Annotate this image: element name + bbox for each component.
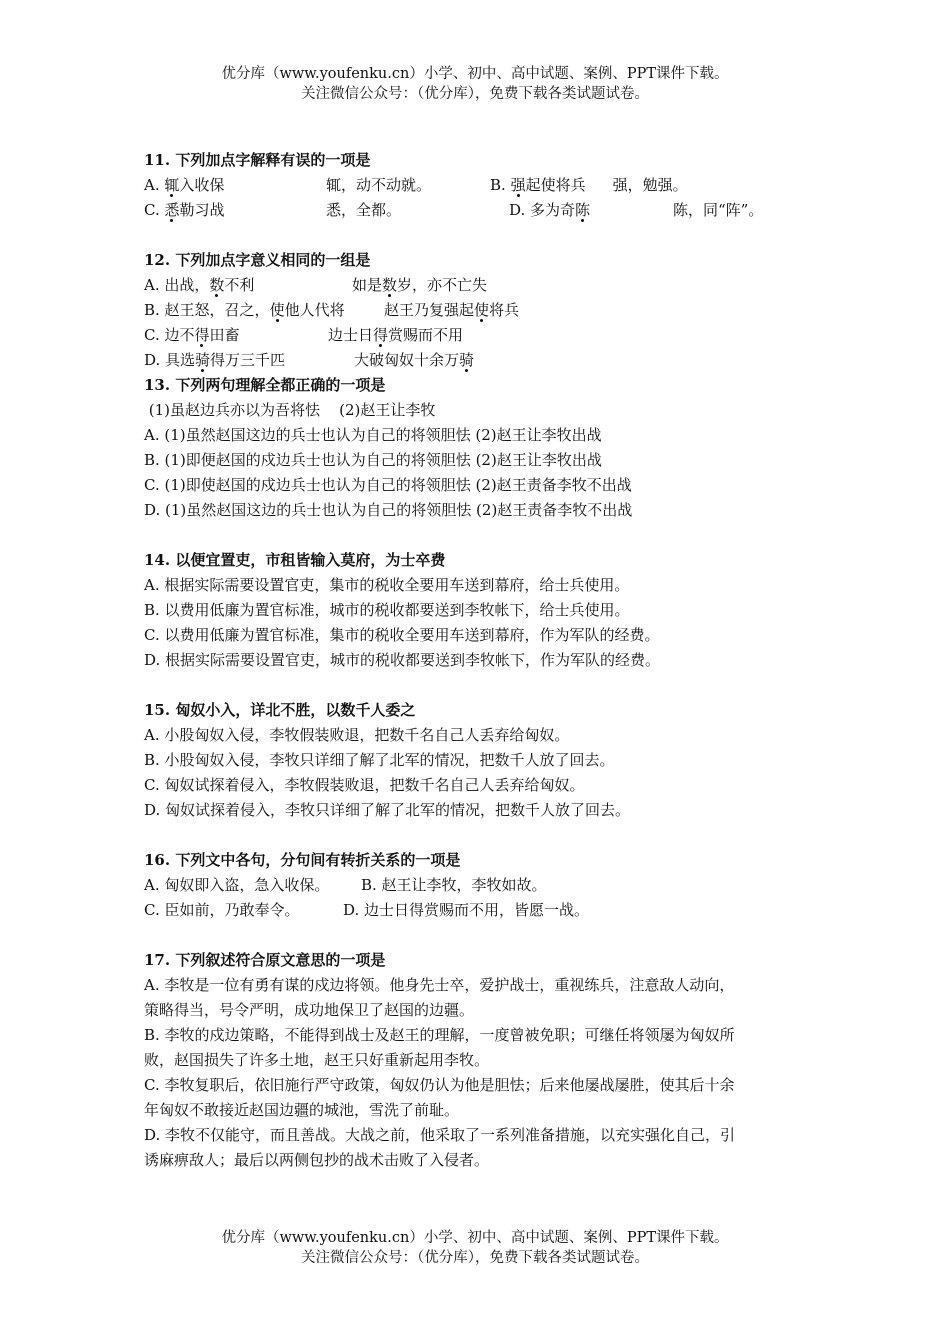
dotted-char: 骑 <box>195 351 211 369</box>
question-17-option-b <box>144 1023 814 1073</box>
question-15-option-c: C. 匈奴试探着侵入，李牧假装败退，把数千名自己人丢弃给匈奴。 <box>144 776 585 794</box>
question-13 <box>144 373 814 523</box>
question-12-option-a: A. 出战，数不利 如是数岁，亦不亡失 <box>144 276 488 294</box>
question-12-option-b: B. 赵王怒，召之，使他人代将 赵王乃复强起使将兵 <box>144 301 520 319</box>
question-12-option-c: C. 边不得田畜 边士日得赏赐而不用 <box>144 326 464 344</box>
question-14 <box>144 548 814 673</box>
question-11-options-ab <box>144 173 814 198</box>
question-15-option-b: B. 小股匈奴入侵，李牧只详细了解了北军的情况，把数千人放了回去。 <box>144 751 615 769</box>
dotted-char: 数 <box>209 276 225 294</box>
question-11 <box>144 148 814 223</box>
question-11-option-d-gloss: 陈，同“阵”。 <box>673 201 764 219</box>
question-16-option-c: C. 臣如前，乃敢奉令。 <box>144 901 300 919</box>
option-line: 败，赵国损失了许多土地，赵王只好重新起用李牧。 <box>144 1051 490 1069</box>
option-line: 诱麻痹敌人；最后以两侧包抄的战术击败了入侵者。 <box>144 1151 490 1169</box>
question-11-option-b-gloss: 强，勉强。 <box>612 176 688 194</box>
question-17-option-d <box>144 1123 814 1173</box>
question-11-options-cd <box>144 198 814 223</box>
dotted-char: 得 <box>373 326 389 344</box>
question-13-title: 13. 下列两句理解全都正确的一项是 <box>144 376 386 394</box>
question-16-options-ab <box>144 873 814 898</box>
question-14-title: 14. 以便宜置吏，市租皆输入莫府，为士卒费 <box>144 551 446 569</box>
question-11-option-a-gloss: 辄，动不动就。 <box>326 176 432 194</box>
question-17-option-c <box>144 1073 814 1123</box>
question-11-option-d: D. 多为奇陈 <box>509 201 591 219</box>
question-14-option-d: D. 根据实际需要设置官吏，城市的税收都要送到李牧帐下，作为军队的经费。 <box>144 651 661 669</box>
question-16 <box>144 848 814 923</box>
question-12-title: 12. 下列加点字意义相同的一组是 <box>144 251 371 269</box>
option-line: D. 李牧不仅能守，而且善战。大战之前，他采取了一系列准备措施，以充实强化自己，引 <box>144 1126 736 1144</box>
question-14-option-c: C. 以费用低廉为置官标准，集市的税收全要用车送到幕府，作为军队的经费。 <box>144 626 660 644</box>
dotted-char: 使 <box>269 301 285 319</box>
page-footer <box>0 1228 950 1268</box>
dotted-char: 悉 <box>164 201 180 219</box>
question-12-option-d: D. 具选骑得万三千匹 大破匈奴十余万骑 <box>144 351 475 369</box>
question-15 <box>144 698 814 823</box>
dotted-char: 骑 <box>459 351 475 369</box>
header-line-1: 优分库（www.youfenku.cn）小学、初中、高中试题、案例、PPT课件下载。 <box>221 66 729 82</box>
question-12 <box>144 248 814 373</box>
header-line-2: 关注微信公众号：（优分库），免费下载各类试题试卷。 <box>301 86 649 102</box>
option-line: 年匈奴不敢接近赵国边疆的城池，雪洗了前耻。 <box>144 1101 460 1119</box>
question-13-option-a: A. (1)虽然赵国这边的兵士也认为自己的将领胆怯 (2)赵王让李牧出战 <box>144 426 602 444</box>
question-11-option-b: B. 强起使将兵 <box>490 176 586 194</box>
option-line: A. 李牧是一位有勇有谋的戍边将领。他身先士卒，爱护战士，重视练兵，注意敌人动向， <box>144 976 735 994</box>
dotted-char: 辄 <box>164 176 180 194</box>
question-15-title: 15. 匈奴小入，详北不胜，以数千人委之 <box>144 701 416 719</box>
option-line: C. 李牧复职后，依旧施行严守政策，匈奴仍认为他是胆怯；后来他屡战屡胜，使其后十余 <box>144 1076 735 1094</box>
footer-line-1: 优分库（www.youfenku.cn）小学、初中、高中试题、案例、PPT课件下载。 <box>221 1230 729 1246</box>
option-line: 策略得当，号令严明，成功地保卫了赵国的边疆。 <box>144 1001 475 1019</box>
question-11-option-a: A. 辄入收保 <box>144 176 225 194</box>
footer-line-2: 关注微信公众号：（优分库），免费下载各类试题试卷。 <box>301 1250 649 1266</box>
question-17-title: 17. 下列叙述符合原文意思的一项是 <box>144 951 386 969</box>
question-17 <box>144 948 814 1173</box>
dotted-char: 强 <box>510 176 526 194</box>
question-17-option-a <box>144 973 814 1023</box>
question-11-title: 11. 下列加点字解释有误的一项是 <box>144 151 371 169</box>
page-header <box>0 64 950 104</box>
dotted-char: 数 <box>382 276 398 294</box>
question-16-options-cd <box>144 898 814 923</box>
question-11-option-c: C. 悉勒习战 <box>144 201 225 219</box>
question-16-option-a: A. 匈奴即入盗，急入收保。 <box>144 876 330 894</box>
question-16-title: 16. 下列文中各句，分句间有转折关系的一项是 <box>144 851 461 869</box>
question-11-option-c-gloss: 悉，全都。 <box>326 201 402 219</box>
question-14-option-a: A. 根据实际需要设置官吏，集市的税收全要用车送到幕府，给士兵使用。 <box>144 576 630 594</box>
dotted-char: 使 <box>474 301 490 319</box>
question-13-sentences: (1)虽赵边兵亦以为吾将怯 (2)赵王让李牧 <box>144 401 436 419</box>
question-15-option-a: A. 小股匈奴入侵，李牧假装败退，把数千名自己人丢弃给匈奴。 <box>144 726 570 744</box>
question-13-option-d: D. (1)虽然赵国这边的兵士也认为自己的将领胆怯 (2)赵王责备李牧不出战 <box>144 501 633 519</box>
question-13-option-c: C. (1)即使赵国的戍边兵士也认为自己的将领胆怯 (2)赵王责备李牧不出战 <box>144 476 632 494</box>
question-content <box>144 148 814 1198</box>
question-16-option-d: D. 边士日得赏赐而不用，皆愿一战。 <box>343 901 590 919</box>
dotted-char: 得 <box>194 326 210 344</box>
question-14-option-b: B. 以费用低廉为置官标准，城市的税收都要送到李牧帐下，给士兵使用。 <box>144 601 630 619</box>
question-16-option-b: B. 赵王让李牧，李牧如故。 <box>361 876 547 894</box>
question-15-option-d: D. 匈奴试探着侵入，李牧只详细了解了北军的情况，把数千人放了回去。 <box>144 801 631 819</box>
dotted-char: 陈 <box>575 201 591 219</box>
question-13-option-b: B. (1)即便赵国的戍边兵士也认为自己的将领胆怯 (2)赵王让李牧出战 <box>144 451 602 469</box>
option-line: B. 李牧的戍边策略，不能得到战士及赵王的理解，一度曾被免职；可继任将领屡为匈奴所 <box>144 1026 735 1044</box>
